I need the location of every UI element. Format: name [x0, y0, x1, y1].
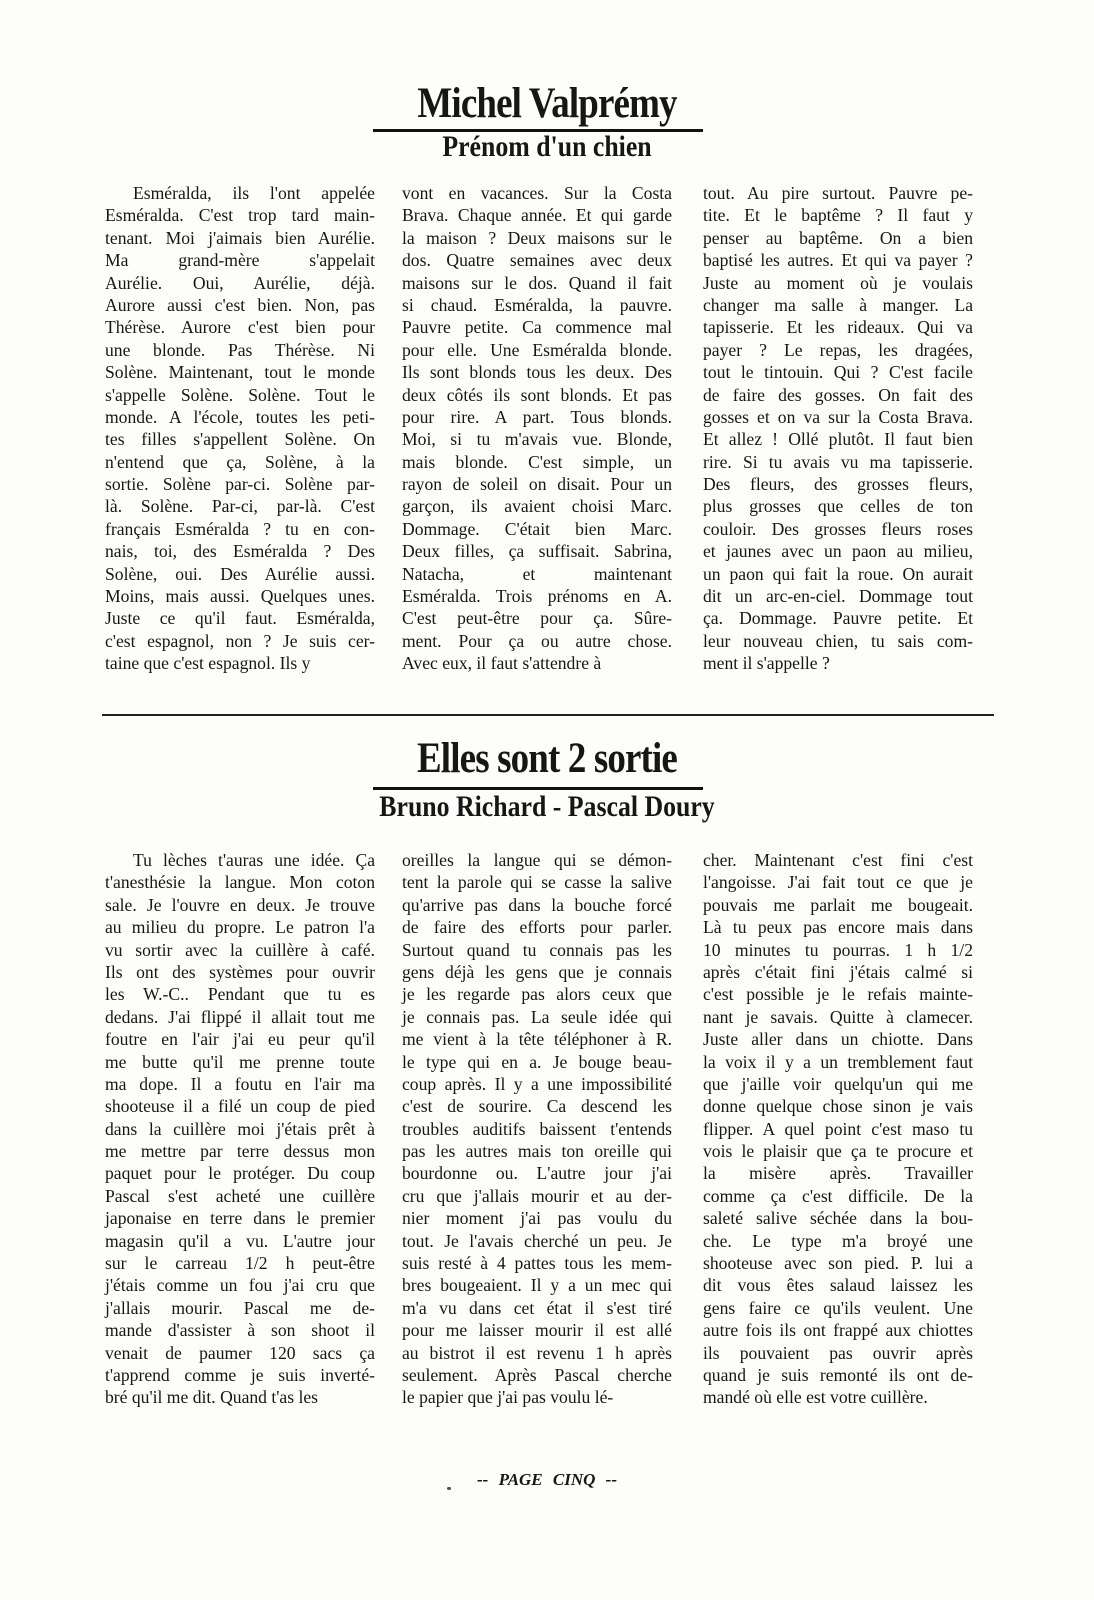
text-line: Juste aller dans un chiotte. Dans	[703, 1029, 973, 1050]
text-line: cher. Maintenant c'est fini c'est	[703, 850, 973, 870]
text-line: bré qu'il me dit. Quand t'as les	[105, 1387, 319, 1408]
text-line: shooteuse avec son pied. P. lui a	[703, 1253, 973, 1274]
text-line: sur le carreau 1/2 h peut-être	[105, 1253, 375, 1274]
text-line: tite. Et le baptême ? Il faut y	[703, 205, 973, 226]
text-line: Aurélie. Oui, Aurélie, déjà.	[105, 272, 375, 293]
text-line: tenant. Moi j'aimais bien Aurélie.	[105, 227, 375, 248]
text-line: tes filles s'appellent Solène. On	[105, 429, 375, 450]
text-line: couloir. Des grosses fleurs roses	[703, 518, 973, 539]
text-line: les W.-C.. Pendant que tu es	[105, 984, 375, 1005]
text-line: ment il s'appelle ?	[703, 653, 830, 674]
text-line: plus grosses que celles de ton	[703, 496, 973, 517]
text-line: au milieu du propre. Le patron l'a	[105, 917, 375, 938]
text-line: donne quelque chose sinon je vais	[703, 1096, 973, 1117]
text-line: dedans. J'ai flippé il allait tout me	[105, 1006, 375, 1027]
text-line: monde. A l'école, toutes les peti-	[105, 406, 375, 427]
text-line: Aurore aussi c'est bien. Non, pas	[105, 294, 375, 315]
text-line: me vient à la tête téléphoner à R.	[402, 1029, 672, 1050]
text-line: Dommage. C'était bien Marc.	[402, 518, 672, 539]
text-line: le type qui en a. Je bouge beau-	[402, 1051, 672, 1072]
text-line: s'appelle Solène. Solène. Tout le	[105, 384, 375, 405]
text-line: la voix il y a un tremblement faut	[703, 1051, 973, 1072]
text-line: saleté salive séchée dans la bou-	[703, 1208, 973, 1229]
text-line: shooteuse il a filé un coup de pied	[105, 1096, 375, 1117]
text-line: nais, toi, des Esméralda ? Des	[105, 541, 375, 562]
text-line: nier moment j'ai pas voulu du	[402, 1208, 672, 1229]
text-line: sortie. Solène par-ci. Solène par-	[105, 474, 375, 495]
text-line: Moi, si tu m'avais vue. Blonde,	[402, 429, 672, 450]
text-line: Pauvre petite. Ca commence mal	[402, 317, 672, 338]
text-line: ils pouvaient pas ouvrir après	[703, 1342, 973, 1363]
article-1-header	[0, 80, 1094, 128]
page-number-footer: -- PAGE CINQ --	[477, 1470, 617, 1489]
text-line: l'angoisse. J'ai fait tout ce que je	[703, 872, 973, 893]
text-line: Thérèse. Aurore c'est bien pour	[105, 317, 375, 338]
text-line: français Esméralda ? tu en con-	[105, 518, 375, 539]
text-line: pour me laisser mourir il est allé	[402, 1320, 672, 1341]
text-line: Solène, oui. Des Aurélie aussi.	[105, 563, 375, 584]
text-line: garçon, ils avaient choisi Marc.	[402, 496, 672, 517]
text-line: seulement. Après Pascal cherche	[402, 1364, 672, 1385]
text-line: Solène. Maintenant, tout le monde	[105, 362, 375, 383]
text-line: taine que c'est espagnol. Ils y	[105, 653, 311, 674]
text-line: coup après. Il y a une impossibilité	[402, 1073, 672, 1094]
text-line: baptisé les autres. Et qui va payer ?	[703, 250, 973, 271]
article-1-subtitle: Prénom d'un chien	[442, 130, 652, 163]
text-line: Des fleurs, des grosses fleurs,	[703, 474, 973, 495]
text-line: mande d'assister à son shoot il	[105, 1320, 375, 1341]
article-2-subtitle: Bruno Richard - Pascal Doury	[379, 790, 715, 823]
text-line: c'est possible je le refais mainte-	[703, 984, 973, 1005]
text-line: autre fois ils ont frappé aux chiottes	[703, 1320, 973, 1341]
text-line: me mettre par terre dessus mon	[105, 1141, 375, 1162]
text-line: ma dope. Il a foutu en l'air ma	[105, 1073, 375, 1094]
text-line: Esméralda. C'est trop tard main-	[105, 205, 375, 226]
text-line: suis resté à 4 pattes tous les mem-	[402, 1253, 672, 1274]
text-line: qu'arrive pas dans la bouche forcé	[402, 894, 672, 915]
text-line: dit un arc-en-ciel. Dommage tout	[703, 586, 973, 607]
text-line: payer ? Le repas, les dragées,	[703, 339, 973, 360]
text-line: tent la parole qui se casse la salive	[402, 872, 672, 893]
text-line: maisons sur le dos. Quand il fait	[402, 272, 672, 293]
text-line: comme ça c'est difficile. De la	[703, 1185, 973, 1206]
text-line: Deux filles, ça suffisait. Sabrina,	[402, 541, 672, 562]
article-2-column-1	[105, 849, 375, 1409]
text-line: deux côtés ils sont blonds. Et pas	[402, 384, 672, 405]
text-line: pour rire. A part. Tous blonds.	[402, 406, 672, 427]
text-line: t'anesthésie la langue. Mon coton	[105, 872, 375, 893]
text-line: Natacha, et maintenant	[402, 563, 672, 584]
text-line: mais blonde. C'est simple, un	[402, 451, 672, 472]
text-line: là. Solène. Par-ci, par-là. C'est	[105, 496, 375, 517]
text-line: che. Le type m'a broyé une	[703, 1230, 973, 1251]
text-line: la misère après. Travailler	[703, 1163, 973, 1184]
text-line: vont en vacances. Sur la Costa	[402, 183, 672, 203]
text-line: Juste au moment où je voulais	[703, 272, 973, 293]
text-line: C'est peut-être pour ça. Sûre-	[402, 608, 672, 629]
text-line: Pascal s'est acheté une cuillère	[105, 1185, 375, 1206]
text-line: Esméralda. Trois prénoms en A.	[402, 586, 672, 607]
text-line: gens faire ce qu'ils veulent. Une	[703, 1297, 973, 1318]
text-line: t'apprend comme je suis inverté-	[105, 1364, 375, 1385]
text-line: Surtout quand tu connais pas les	[402, 939, 672, 960]
text-line: Tu lèches t'auras une idée. Ça	[133, 850, 375, 870]
text-line: 10 minutes tu pourras. 1 h 1/2	[703, 939, 973, 960]
text-line: rire. Si tu avais vu ma tapisserie.	[703, 451, 973, 472]
text-line: troubles auditifs baissent t'entends	[402, 1118, 672, 1139]
text-line: quand je suis remonté ils ont de-	[703, 1364, 973, 1385]
text-line: Brava. Chaque année. Et qui garde	[402, 205, 672, 226]
text-line: n'entend que ça, Solène, à la	[105, 451, 375, 472]
article-2-column-2	[402, 849, 672, 1409]
text-line: magasin qu'il a vu. L'autre jour	[105, 1230, 375, 1251]
text-line: dit vous êtes salaud laissez les	[703, 1275, 973, 1296]
article-2-column-3	[703, 849, 973, 1409]
text-line: Moins, mais aussi. Quelques unes.	[105, 586, 375, 607]
text-line: et jaunes avec un paon au milieu,	[703, 541, 973, 562]
text-line: dos. Quatre semaines avec deux	[402, 250, 672, 271]
text-line: que j'aille voir quelqu'un qui me	[703, 1073, 973, 1094]
text-line: oreilles la langue qui se démon-	[402, 850, 672, 870]
text-line: m'a vu dans cet état il s'est tiré	[402, 1297, 672, 1318]
text-line: j'étais comme un fou j'ai cru que	[105, 1275, 375, 1296]
text-line: je les regarde pas alors ceux que	[402, 984, 672, 1005]
text-line: leur nouveau chien, tu sais com-	[703, 630, 973, 651]
text-line: japonaise en terre dans le premier	[105, 1208, 375, 1229]
text-line: mandé où elle est votre cuillère.	[703, 1387, 928, 1408]
text-line: une blonde. Pas Thérèse. Ni	[105, 339, 375, 360]
text-line: après c'était fini j'étais calmé si	[703, 961, 973, 982]
text-line: rayon de soleil on disait. Pour un	[402, 474, 672, 495]
text-line: sale. Je l'ouvre en deux. Je trouve	[105, 894, 375, 915]
text-line: Et allez ! Ollé plutôt. Il faut bien	[703, 429, 973, 450]
text-line: Esméralda, ils l'ont appelée	[133, 183, 375, 203]
text-line: cru que j'allais mourir et au der-	[402, 1185, 672, 1206]
text-line: ça. Dommage. Pauvre petite. Et	[703, 608, 973, 629]
text-line: pouvais me parlait me bougeait.	[703, 894, 973, 915]
text-line: Ils sont blonds tous les deux. Des	[402, 362, 672, 383]
text-line: c'est espagnol, non ? Je suis cer-	[105, 630, 375, 651]
text-line: foutre en l'air j'ai eu peur qu'il	[105, 1029, 375, 1050]
text-line: Juste ce qu'il faut. Esméralda,	[105, 608, 375, 629]
article-1-column-1	[105, 182, 375, 675]
text-line: dans la cuillère moi j'étais prêt à	[105, 1118, 375, 1139]
text-line: la maison ? Deux maisons sur le	[402, 227, 672, 248]
article-1-column-2	[402, 182, 672, 675]
text-line: penser au baptême. On a bien	[703, 227, 973, 248]
text-line: venait de paumer 120 sacs ça	[105, 1342, 375, 1363]
text-line: tout le tintouin. Qui ? C'est facile	[703, 362, 973, 383]
text-line: vois le plaisir que ça te procure et	[703, 1141, 973, 1162]
text-line: Là tu peux pas encore mais dans	[703, 917, 973, 938]
text-line: le papier que j'ai pas voulu lé-	[402, 1387, 614, 1408]
text-line: tout. Je l'avais cherché un peu. Je	[402, 1230, 672, 1251]
article-2-header	[0, 735, 1094, 783]
text-line: pas les autres mais ton oreille qui	[402, 1141, 672, 1162]
text-line: j'allais mourir. Pascal me de-	[105, 1297, 375, 1318]
text-line: c'est de sourire. Ca descend les	[402, 1096, 672, 1117]
text-line: bourdonne ou. L'autre jour j'ai	[402, 1163, 672, 1184]
text-line: vu sortir avec la cuillère à café.	[105, 939, 375, 960]
text-line: Ma grand-mère s'appelait	[105, 250, 375, 271]
text-line: changer ma salle à manger. La	[703, 294, 973, 315]
text-line: un paon qui fait la roue. On aurait	[703, 563, 973, 584]
text-line: pour elle. Une Esméralda blonde.	[402, 339, 672, 360]
article-2-title: Elles sont 2 sortie	[417, 735, 677, 782]
article-1-column-3	[703, 182, 973, 675]
text-line: nant je savais. Quitte à clamecer.	[703, 1006, 973, 1027]
text-line: flipper. A quel point c'est maso tu	[703, 1118, 973, 1139]
article-divider	[102, 714, 994, 716]
text-line: de faire des efforts pour parler.	[402, 917, 672, 938]
text-line: ment. Pour ça ou autre chose.	[402, 630, 672, 651]
text-line: Avec eux, il faut s'attendre à	[402, 653, 602, 674]
text-line: me butte qu'il me prenne toute	[105, 1051, 375, 1072]
text-line: je connais pas. La seule idée qui	[402, 1006, 672, 1027]
article-1-title: Michel Valprémy	[417, 80, 677, 127]
text-line: bres bougeaient. Il y a un mec qui	[402, 1275, 672, 1296]
text-line: paquet pour le protéger. Du coup	[105, 1163, 375, 1184]
text-line: de faire des gosses. On fait des	[703, 384, 973, 405]
text-line: tapisserie. Et les rideaux. Qui va	[703, 317, 973, 338]
text-line: gosses et on va sur la Costa Brava.	[703, 406, 973, 427]
text-line: au bistrot il est revenu 1 h après	[402, 1342, 672, 1363]
text-line: Ils ont des systèmes pour ouvrir	[105, 961, 375, 982]
text-line: si chaud. Esméralda, la pauvre.	[402, 294, 672, 315]
text-line: tout. Au pire surtout. Pauvre pe-	[703, 183, 973, 203]
text-line: gens déjà les gens que je connais	[402, 961, 672, 982]
